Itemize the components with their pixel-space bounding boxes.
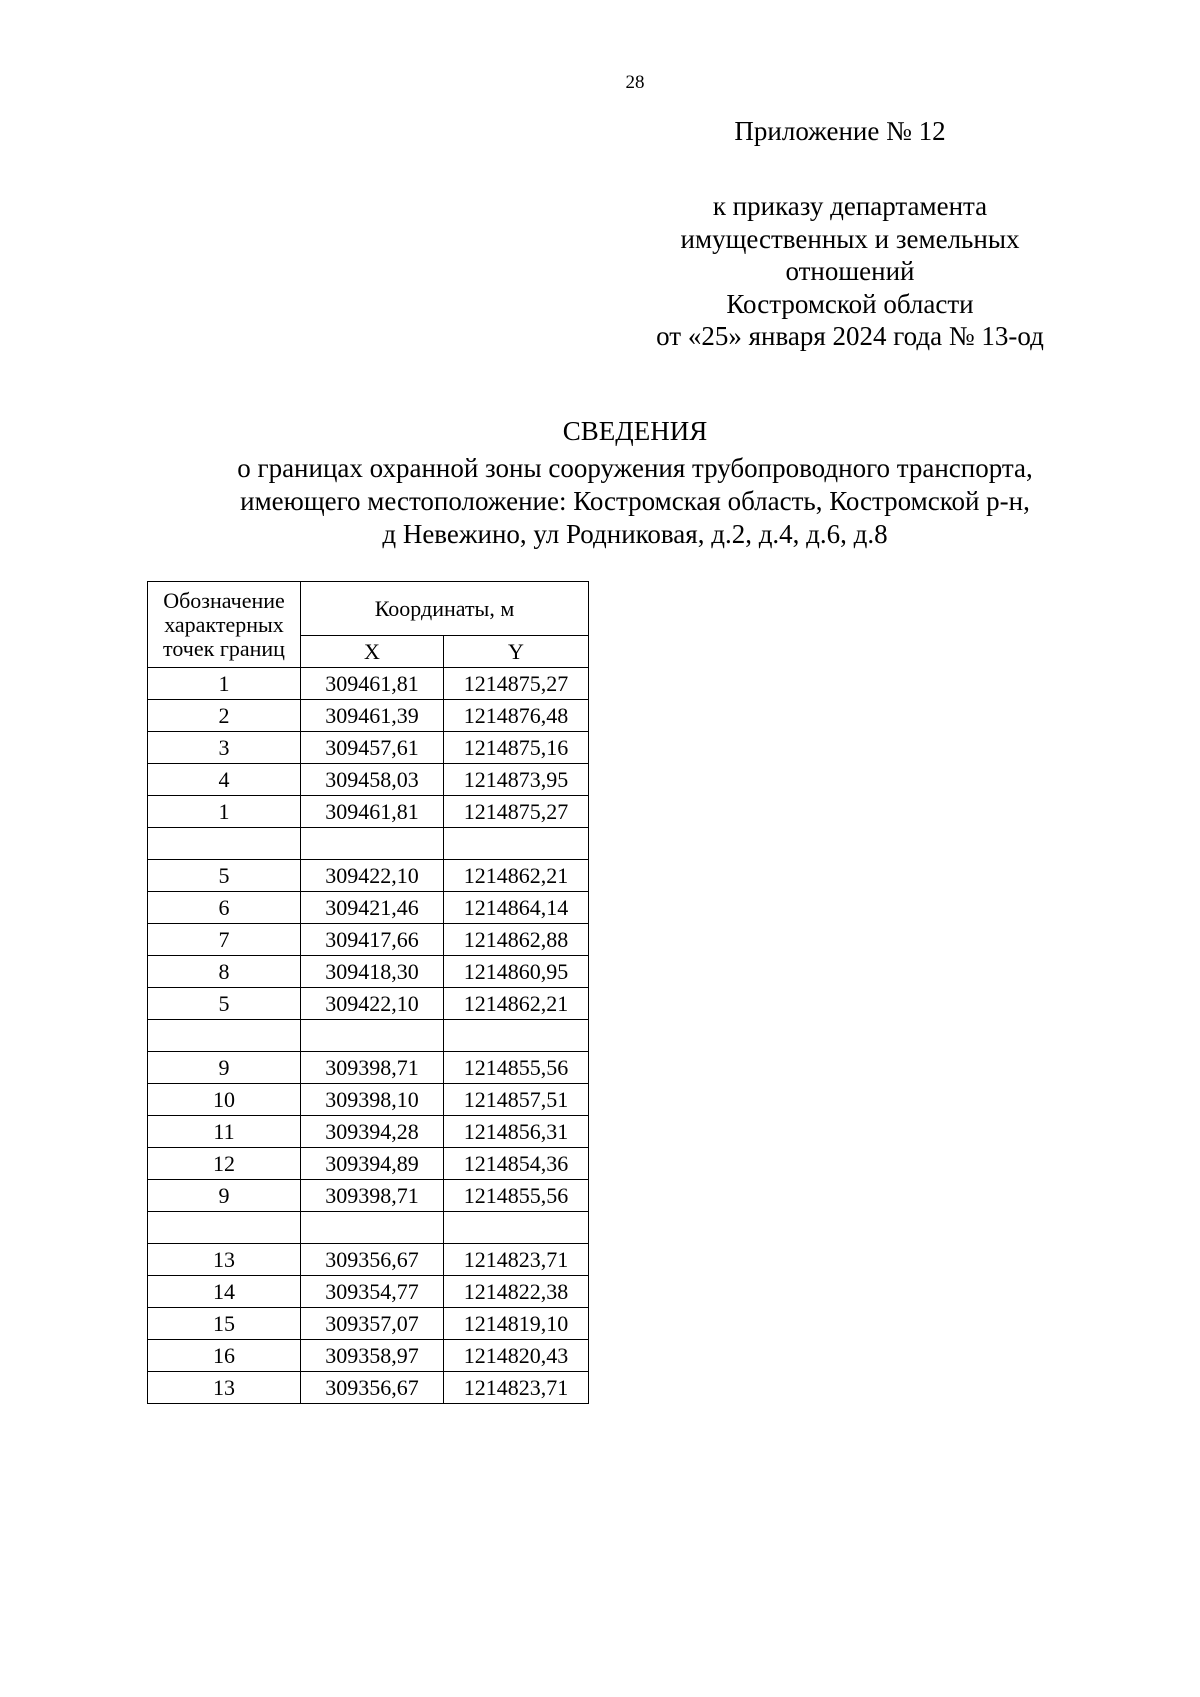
y-cell: 1214819,10 xyxy=(444,1308,589,1340)
header-line: характерных xyxy=(164,611,284,637)
table-row xyxy=(148,1180,589,1212)
point-cell: 1 xyxy=(148,668,301,700)
y-cell: 1214823,71 xyxy=(444,1244,589,1276)
order-reference-line: отношений xyxy=(785,256,915,286)
table-row xyxy=(148,796,589,828)
table-row xyxy=(148,700,589,732)
y-cell xyxy=(444,1212,589,1244)
y-cell: 1214822,38 xyxy=(444,1276,589,1308)
point-cell: 8 xyxy=(148,956,301,988)
x-cell: 309398,71 xyxy=(301,1180,444,1212)
y-cell xyxy=(444,828,589,860)
y-cell: 1214856,31 xyxy=(444,1116,589,1148)
x-cell xyxy=(301,1212,444,1244)
y-cell: 1214875,16 xyxy=(444,732,589,764)
x-cell xyxy=(301,1020,444,1052)
point-cell: 1 xyxy=(148,796,301,828)
table-row xyxy=(148,1116,589,1148)
point-cell: 7 xyxy=(148,924,301,956)
y-cell: 1214854,36 xyxy=(444,1148,589,1180)
order-reference-line: к приказу департамента xyxy=(712,191,988,221)
x-cell: 309394,89 xyxy=(301,1148,444,1180)
page-number: 28 xyxy=(625,72,645,93)
subheading-line: о границах охранной зоны сооружения трубопроводного транспорта, xyxy=(237,453,1033,483)
x-cell: 309357,07 xyxy=(301,1308,444,1340)
x-cell: 309457,61 xyxy=(301,732,444,764)
point-cell: 9 xyxy=(148,1180,301,1212)
subheading-line: имеющего местоположение: Костромская область, Костромской р-н, xyxy=(240,486,1030,516)
y-cell xyxy=(444,1020,589,1052)
table-row xyxy=(148,1276,589,1308)
point-cell: 11 xyxy=(148,1116,301,1148)
point-cell: 13 xyxy=(148,1244,301,1276)
x-cell: 309418,30 xyxy=(301,956,444,988)
point-cell xyxy=(148,1020,301,1052)
table-row xyxy=(148,956,589,988)
table-row xyxy=(148,1052,589,1084)
point-cell: 6 xyxy=(148,892,301,924)
header-x: X xyxy=(301,636,444,668)
point-cell: 5 xyxy=(148,988,301,1020)
header-line: Обозначение xyxy=(163,587,285,613)
y-cell: 1214855,56 xyxy=(444,1180,589,1212)
table-row xyxy=(148,988,589,1020)
x-cell: 309398,10 xyxy=(301,1084,444,1116)
subheading-line: д Невежино, ул Родниковая, д.2, д.4, д.6, д.8 xyxy=(382,519,888,549)
point-cell: 14 xyxy=(148,1276,301,1308)
x-cell: 309354,77 xyxy=(301,1276,444,1308)
y-cell: 1214855,56 xyxy=(444,1052,589,1084)
table-row-empty xyxy=(148,1020,589,1052)
table-row xyxy=(148,668,589,700)
point-cell: 15 xyxy=(148,1308,301,1340)
x-cell: 309461,81 xyxy=(301,796,444,828)
header-y: Y xyxy=(444,636,589,668)
coordinates-table xyxy=(147,581,589,1404)
point-cell: 2 xyxy=(148,700,301,732)
table-row xyxy=(148,764,589,796)
table-row xyxy=(148,860,589,892)
order-reference-line: от «25» января 2024 года № 13-од xyxy=(656,321,1044,351)
x-cell: 309422,10 xyxy=(301,988,444,1020)
point-cell: 16 xyxy=(148,1340,301,1372)
y-cell: 1214873,95 xyxy=(444,764,589,796)
order-reference xyxy=(620,190,1080,353)
y-cell: 1214860,95 xyxy=(444,956,589,988)
point-cell: 5 xyxy=(148,860,301,892)
x-cell: 309398,71 xyxy=(301,1052,444,1084)
document-heading: СВЕДЕНИЯ xyxy=(562,416,708,446)
document-subheading xyxy=(0,452,1200,551)
y-cell: 1214823,71 xyxy=(444,1372,589,1404)
order-reference-line: имущественных и земельных xyxy=(680,223,1020,254)
point-cell: 4 xyxy=(148,764,301,796)
x-cell: 309461,81 xyxy=(301,668,444,700)
point-cell: 13 xyxy=(148,1372,301,1404)
y-cell: 1214864,14 xyxy=(444,892,589,924)
x-cell: 309356,67 xyxy=(301,1372,444,1404)
x-cell: 309358,97 xyxy=(301,1340,444,1372)
table-row-empty xyxy=(148,1212,589,1244)
x-cell: 309421,46 xyxy=(301,892,444,924)
table-row xyxy=(148,1148,589,1180)
x-cell: 309422,10 xyxy=(301,860,444,892)
point-cell: 3 xyxy=(148,732,301,764)
table-row xyxy=(148,892,589,924)
header-line: точек границ xyxy=(163,635,285,661)
x-cell: 309356,67 xyxy=(301,1244,444,1276)
table-row xyxy=(148,732,589,764)
table-row xyxy=(148,1340,589,1372)
y-cell: 1214857,51 xyxy=(444,1084,589,1116)
y-cell: 1214820,43 xyxy=(444,1340,589,1372)
table-row xyxy=(148,1372,589,1404)
point-cell: 10 xyxy=(148,1084,301,1116)
y-cell: 1214876,48 xyxy=(444,700,589,732)
point-cell: 9 xyxy=(148,1052,301,1084)
x-cell: 309458,03 xyxy=(301,764,444,796)
x-cell: 309417,66 xyxy=(301,924,444,956)
table-row xyxy=(148,1084,589,1116)
point-cell xyxy=(148,828,301,860)
y-cell: 1214875,27 xyxy=(444,668,589,700)
table-row xyxy=(148,1244,589,1276)
table-row-empty xyxy=(148,828,589,860)
header-point-designation xyxy=(148,582,301,668)
y-cell: 1214875,27 xyxy=(444,796,589,828)
order-reference-line: Костромской области xyxy=(726,288,974,319)
y-cell: 1214862,21 xyxy=(444,988,589,1020)
point-cell: 12 xyxy=(148,1148,301,1180)
x-cell xyxy=(301,828,444,860)
header-coordinates: Координаты, м xyxy=(301,582,589,636)
x-cell: 309461,39 xyxy=(301,700,444,732)
y-cell: 1214862,21 xyxy=(444,860,589,892)
x-cell: 309394,28 xyxy=(301,1116,444,1148)
point-cell xyxy=(148,1212,301,1244)
table-row xyxy=(148,1308,589,1340)
table-header-row xyxy=(148,582,589,636)
table-row xyxy=(148,924,589,956)
appendix-title: Приложение № 12 xyxy=(734,116,946,146)
y-cell: 1214862,88 xyxy=(444,924,589,956)
